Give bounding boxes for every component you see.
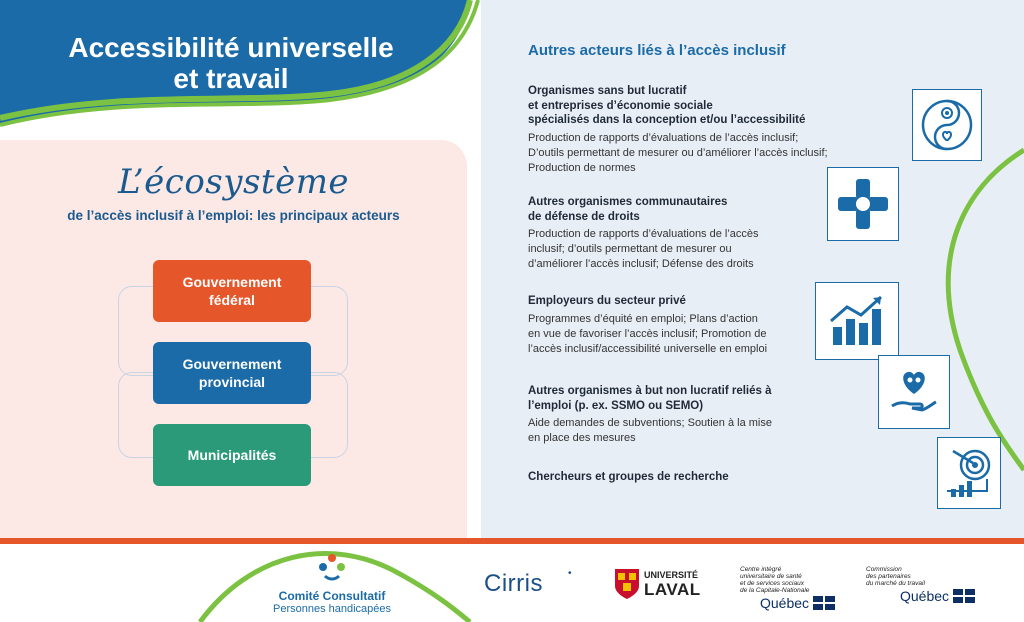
target-chart-icon xyxy=(937,437,1001,509)
actor-description: Production de rapports d’évaluations de l’accès inclusif; D’outils permettant de mesurer ou d’améliorer l’accès inclusif; Production de normes xyxy=(528,131,828,174)
actor-name: Organismes sans but lucratif et entreprises d’économie sociale spécialisés dans la conception et/ou l’accessibilité xyxy=(528,85,806,126)
joined-hands-icon xyxy=(827,167,899,241)
other-actors-title: Autres acteurs liés à l’accès inclusif xyxy=(528,42,786,59)
actor-name: Chercheurs et groupes de recherche xyxy=(528,471,729,483)
cpmt-text: Commission des partenaires du marché du travail xyxy=(866,566,925,587)
provincial-government-box: Gouvernement provincial xyxy=(153,342,311,404)
actor-community-rights xyxy=(528,195,878,272)
cpmt-quebec-text: Québec xyxy=(900,588,950,604)
cirris-logo: Cirris xyxy=(484,570,543,597)
laval-shield-icon xyxy=(614,568,640,600)
comite-consultatif-logo xyxy=(272,552,392,615)
laval-top-text: UNIVERSITÉ xyxy=(644,570,699,580)
actor-nonprofit-design xyxy=(528,84,878,176)
ciusss-logo xyxy=(740,566,835,611)
laval-bottom-text: LAVAL xyxy=(644,580,701,599)
quebec-flag-icon xyxy=(953,589,975,603)
actor-name: Employeurs du secteur privé xyxy=(528,295,686,307)
quebec-flag-icon xyxy=(813,596,835,610)
comite-subname: Personnes handicapées xyxy=(272,603,392,615)
cirris-dot: • xyxy=(568,568,572,579)
actor-description: Aide demandes de subventions; Soutien à la mise en place des mesures xyxy=(528,417,772,444)
title-banner xyxy=(0,0,481,140)
hand-people-heart-icon xyxy=(878,355,950,429)
ecosystem-title: L’écosystème xyxy=(117,162,350,202)
comite-people-icon xyxy=(315,552,349,582)
ciusss-text: Centre intégré universitaire de santé et de services sociaux de la Capitale-Nationale xyxy=(740,566,810,594)
actor-name: Autres organismes communautaires de défense de droits xyxy=(528,196,728,223)
comite-name: Comité Consultatif xyxy=(278,589,386,603)
cpmt-logo xyxy=(866,566,975,604)
growth-chart-icon xyxy=(815,282,899,360)
actor-researchers xyxy=(528,470,878,485)
yin-yang-gear-heart-icon xyxy=(912,89,982,161)
universite-laval-logo xyxy=(614,568,701,600)
ecosystem-subtitle: de l’accès inclusif à l’emploi: les principaux acteurs xyxy=(67,208,400,223)
ciusss-quebec-text: Québec xyxy=(760,595,810,611)
municipalities-box: Municipalités xyxy=(153,424,311,486)
actor-employment-nonprofits xyxy=(528,384,878,446)
actor-description: Programmes d’équité en emploi; Plans d’action en vue de favoriser l’accès inclusif; Promotion de l’accès inclusif/accessibilité universelle en emploi xyxy=(528,312,768,355)
actor-description: Production de rapports d’évaluations de l’accès inclusif; d’outils permettant de mesurer ou d’améliorer l’accès inclusif; Défense des droits xyxy=(528,228,759,270)
actor-name: Autres organismes à but non lucratif reliés à l’emploi (p. ex. SSMO ou SEMO) xyxy=(528,385,772,412)
federal-government-box: Gouvernement fédéral xyxy=(153,260,311,322)
page-title: Accessibilité universelle et travail xyxy=(68,32,394,94)
